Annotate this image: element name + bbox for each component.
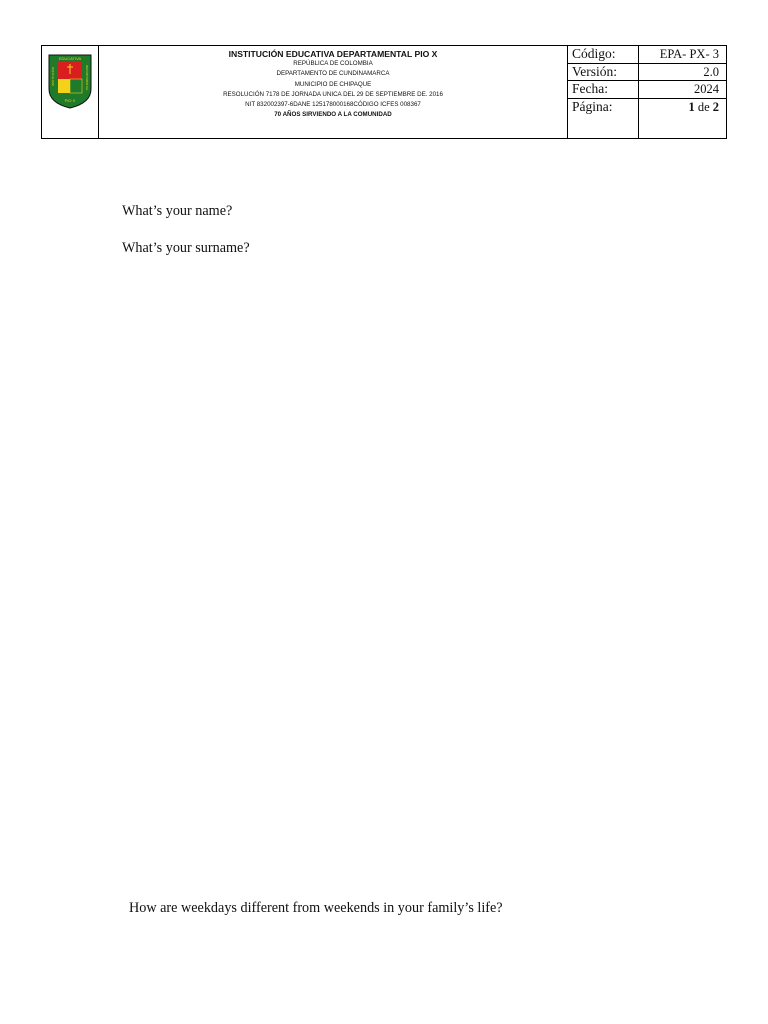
fecha-row (568, 81, 726, 99)
institution-info (99, 46, 568, 138)
codigo-value: EPA- PX- 3 (659, 47, 719, 61)
codigo-row (568, 46, 726, 64)
svg-text:DEPARTAMENTAL: DEPARTAMENTAL (85, 65, 89, 91)
question-name: What’s your name? (122, 203, 233, 219)
pagina-current: 1 (688, 99, 695, 114)
version-value: 2.0 (703, 64, 719, 79)
svg-text:EDUCATIVA: EDUCATIVA (58, 56, 82, 61)
institution-title: INSTITUCIÓN EDUCATIVA DEPARTAMENTAL PIO X (228, 49, 438, 59)
pagina-total: 2 (712, 99, 719, 114)
school-crest-logo (47, 53, 93, 109)
document-header (41, 45, 727, 139)
svg-text:INSTITUCIÓN: INSTITUCIÓN (51, 66, 55, 86)
pagina-value (639, 99, 726, 139)
nit-line: NIT 832002397-6DANE 125178000168CÓDIGO ICFES 008367 (245, 101, 421, 109)
pagina-row (568, 99, 726, 139)
motto-line: 70 AÑOS SIRVIENDO A LA COMUNIDAD (274, 111, 392, 119)
svg-text:PIO X: PIO X (64, 98, 76, 103)
version-row (568, 64, 726, 82)
country-line: REPÚBLICA DE COLOMBIA (293, 60, 373, 67)
pagina-label: Página: (568, 99, 639, 139)
question-weekdays: How are weekdays different from weekends in your family’s life? (129, 900, 503, 916)
pagina-sep: de (697, 99, 710, 114)
codigo-label: Código: (568, 46, 639, 63)
fecha-label: Fecha: (568, 81, 639, 98)
fecha-value: 2024 (694, 82, 719, 96)
question-surname: What’s your surname? (122, 240, 250, 256)
department-line: DEPARTAMENTO DE CUNDINAMARCA (276, 70, 390, 78)
resolution-line: RESOLUCIÓN 7178 DE JORNADA UNICA DEL 29 DE SEPTIEMBRE DE. 2016 (223, 90, 443, 98)
logo-cell (42, 46, 99, 138)
document-meta (568, 46, 726, 138)
municipality-line: MUNICIPIO DE CHIPAQUE (294, 80, 372, 88)
version-label: Versión: (568, 64, 639, 81)
